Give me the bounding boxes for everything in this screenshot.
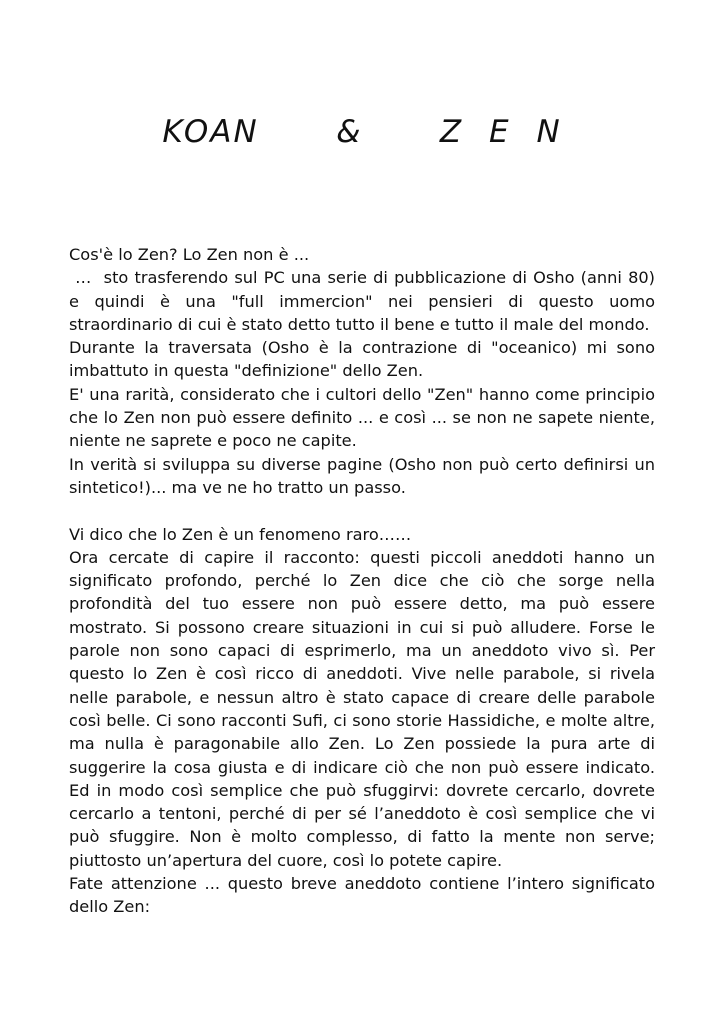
paragraph-fenomeno: Vi dico che lo Zen è un fenomeno raro……: [69, 524, 412, 544]
paragraph-verita: In verità si sviluppa su diverse pagine (Osho non può certo definirsi un sintetico!)... ma ve ne ho tratto un passo.: [69, 454, 655, 497]
paragraph-spacer: [69, 499, 655, 522]
paragraph-transfer: … sto trasferendo sul PC una serie di pubblicazione di Osho (anni 80) e quindi è una "full immercion" nei pensieri di questo uomo straordinario di cui è stato detto tutto il bene e tutto il male del mondo.: [69, 268, 661, 334]
intro-question: Cos'è lo Zen? Lo Zen non è ...: [69, 245, 310, 264]
paragraph-rarity: E' una rarità, considerato che i cultori dello "Zen" hanno come principio che lo Zen non può essere definito ... e così ... se non ne sapete niente, niente ne saprete e poco ne capite.: [69, 384, 655, 451]
paragraph-racconto: Ora cercate di capire il racconto: questi piccoli aneddoti hanno un significato profondo, perché lo Zen dice che ciò che sorge nella profondità del tuo essere non può essere detto, ma può essere mostrato. Si possono creare situazioni in cui si può alludere. Forse le parole non sono capaci di esprimerlo, ma un aneddoto vivo sì. Per questo lo Zen è così ricco di aneddoti. Vive nelle parabole, si rivela nelle parabole, e nessun altro è stato capace di creare delle parabole così belle. Ci sono racconti Sufi, ci sono storie Hassidiche, e molte altre, ma nulla è paragonabile allo Zen. Lo Zen possiede la pura arte di suggerire la cosa giusta e di indicare ciò che non può essere indicato. Ed in modo così semplice che può sfuggirvi: dovrete cercarlo, dovrete cercarlo a tentoni, perché di per sé l’aneddoto è così semplice che vi può sfuggire. Non è molto complesso, di fatto la mente non serve; piuttosto un’apertura del cuore, così lo potete capire.: [69, 547, 655, 870]
paragraph-traversata: Durante la traversata (Osho è la contrazione di "oceanico) mi sono imbattuto in questa "definizione" dello Zen.: [69, 338, 655, 381]
document-title: KOAN & Z E N: [162, 114, 562, 150]
paragraph-attenzione: Fate attenzione ... questo breve aneddoto contiene l’intero significato dello Zen:: [69, 874, 655, 917]
document-body: [69, 243, 661, 919]
